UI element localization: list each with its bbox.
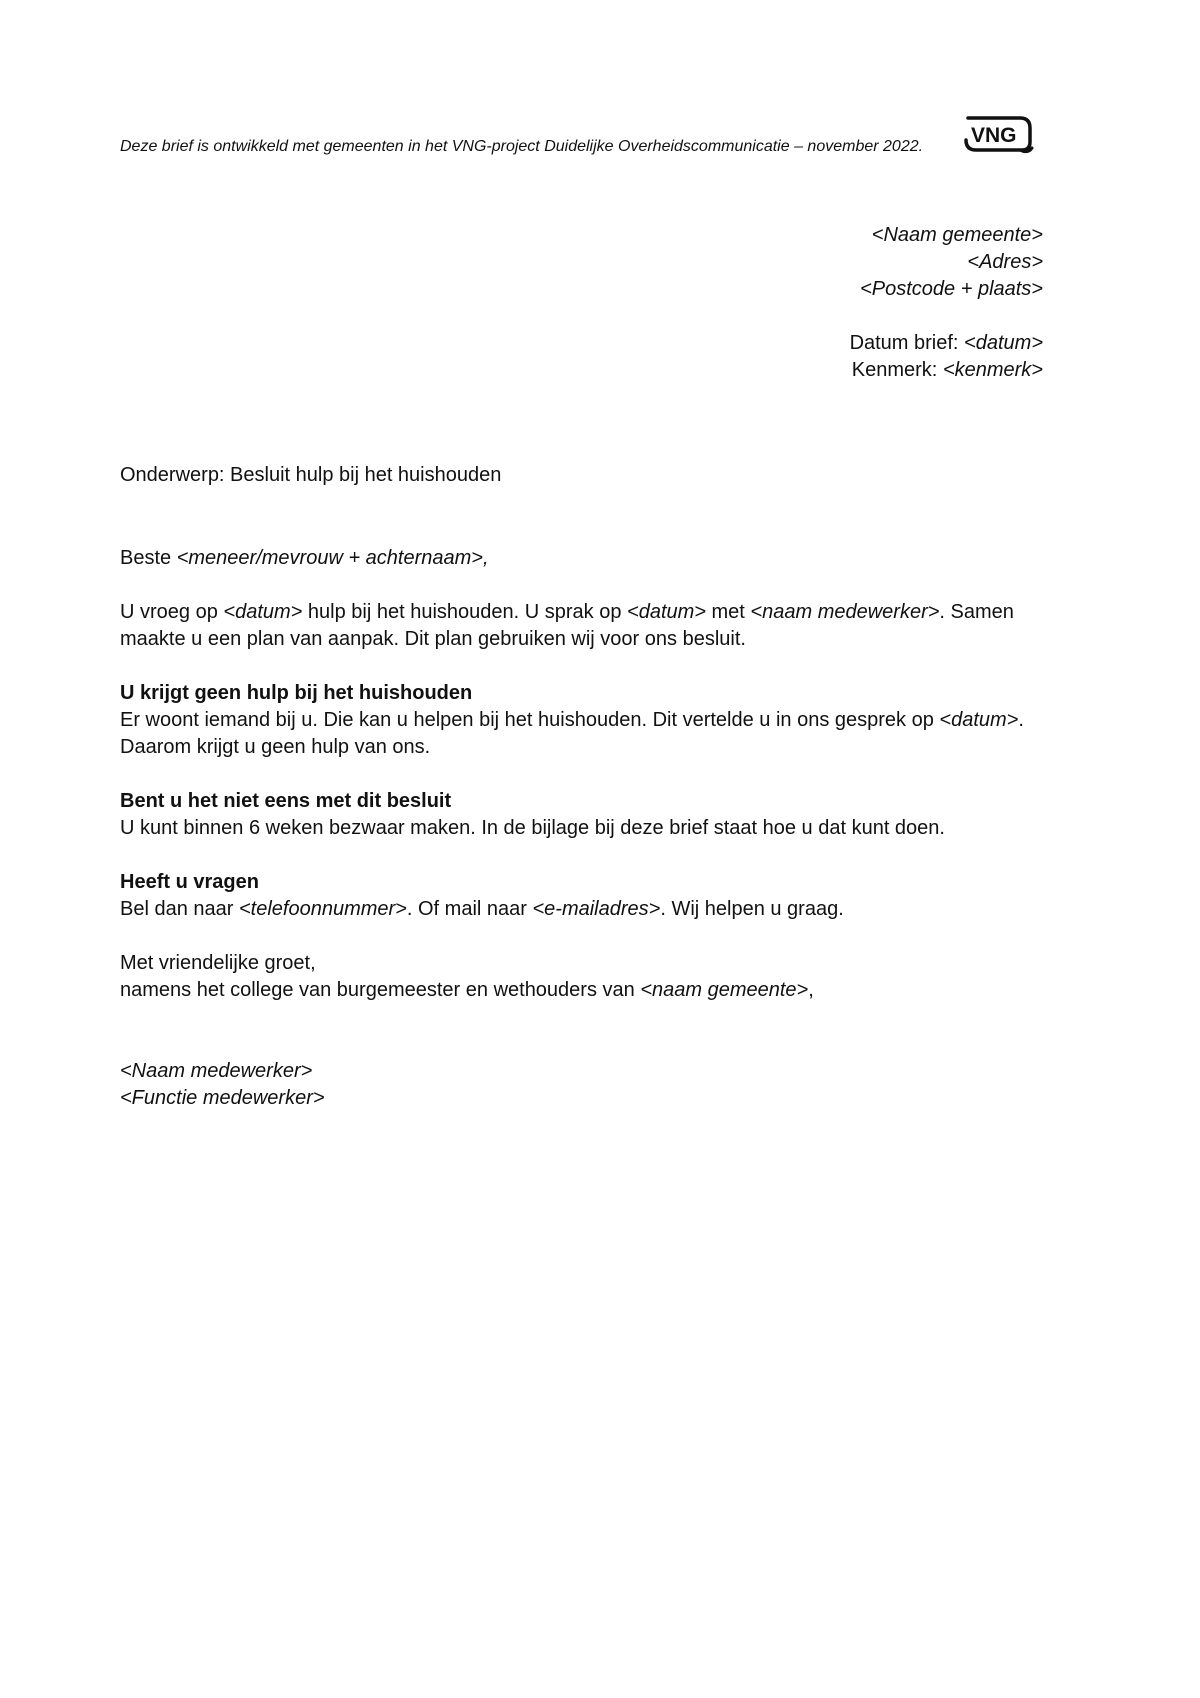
intro-text-1: U vroeg op [120,601,224,623]
salutation-name: <meneer/mevrouw + achternaam>, [176,547,489,569]
section1-text-1: Er woont iemand bij u. Die kan u helpen bij het huishouden. Dit vertelde u in ons gesprek op [120,709,940,731]
questions-text-3: . Wij helpen u graag. [660,898,844,920]
section-line [120,707,1080,734]
questions-text-2: . Of mail naar [406,898,533,920]
email-address: <e-mailadres> [532,898,661,920]
section-line [120,896,1080,923]
questions-text-1: Bel dan naar [120,898,239,920]
intro-date-2: <datum> [627,601,706,623]
section-heading: U krijgt geen hulp bij het huishouden [120,682,473,704]
signature-name: <Naam medewerker> [120,1060,313,1082]
sender-address-block [860,222,1043,303]
municipality-name: <naam gemeente> [640,979,809,1001]
intro-paragraph [120,599,1080,653]
section1-date: <datum> [939,709,1019,731]
on-behalf-suffix: , [808,979,814,1001]
reference-value: <kenmerk> [942,359,1043,381]
sender-postcode-city: <Postcode + plaats> [860,278,1043,300]
section-line: Daarom krijgt u geen hulp van ons. [120,736,431,758]
letter-subject: Onderwerp: Besluit hulp bij het huishouden [120,464,502,486]
sender-name: <Naam gemeente> [871,224,1043,246]
intro-text-4: . Samen [939,601,1014,623]
closing-on-behalf [120,977,1080,1004]
signature-block [120,1058,1080,1112]
intro-line-2: maakte u een plan van aanpak. Dit plan gebruiken wij voor ons besluit. [120,628,746,650]
header-note: Deze brief is ontwikkeld met gemeenten in het VNG-project Duidelijke Overheidscommunicatie – november 2022. [120,138,924,155]
intro-text-2: hulp bij het huishouden. U sprak op [302,601,628,623]
section-questions [120,869,1080,923]
intro-employee: <naam medewerker> [750,601,940,623]
letter-date [850,330,1043,357]
section-objection [120,788,1080,842]
section1-text-2: . [1018,709,1024,731]
closing [120,950,1080,1004]
salutation-prefix: Beste [120,547,177,569]
vng-logo [958,112,1038,156]
section-no-help [120,680,1080,761]
on-behalf-prefix: namens het college van burgemeester en wethouders van [120,979,641,1001]
vng-logo-text: VNG [971,124,1017,147]
section-line: U kunt binnen 6 weken bezwaar maken. In de bijlage bij deze brief staat hoe u dat kunt doen. [120,817,945,839]
date-label: Datum brief: [849,332,965,354]
salutation [120,545,1080,572]
intro-text-3: met [705,601,751,623]
section-heading: Bent u het niet eens met dit besluit [120,790,452,812]
section-heading: Heeft u vragen [120,871,259,893]
letter-reference [850,357,1043,384]
reference-label: Kenmerk: [851,359,943,381]
intro-line-1 [120,599,1080,626]
phone-number: <telefoonnummer> [238,898,407,920]
letter-meta-block [850,330,1043,384]
sender-address: <Adres> [967,251,1043,273]
signature-function: <Functie medewerker> [120,1087,325,1109]
closing-greeting: Met vriendelijke groet, [120,952,316,974]
intro-date-1: <datum> [223,601,303,623]
date-value: <datum> [964,332,1043,354]
